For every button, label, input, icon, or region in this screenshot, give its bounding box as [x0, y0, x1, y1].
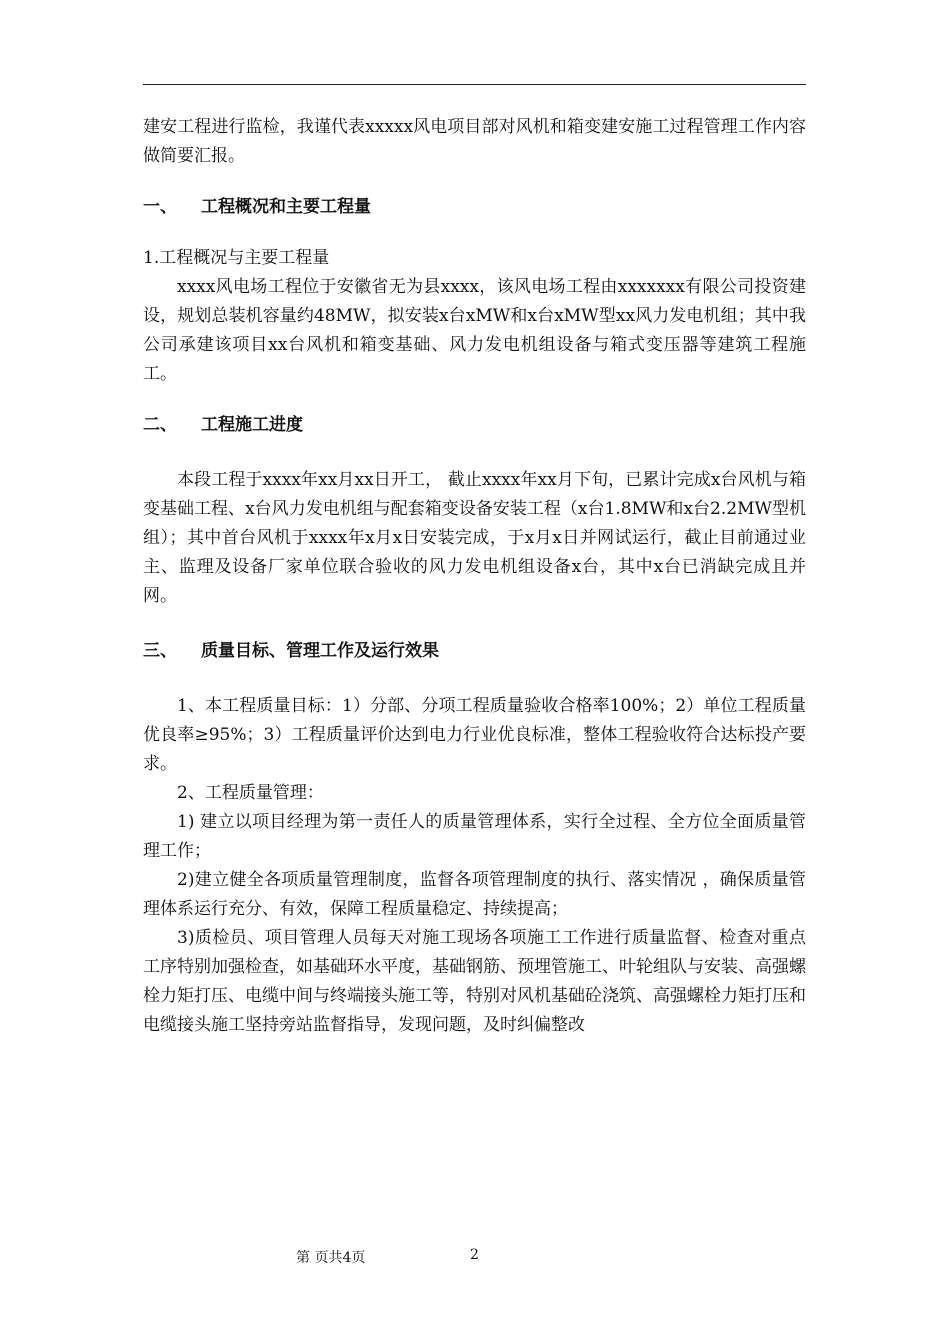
quality-management-item-2: 2)建立健全各项质量管理制度，监督各项管理制度的执行、落实情况 ，确保质量管理体系运行充分、有效，保障工程质量稳定、持续提高；	[143, 870, 806, 919]
quality-management-heading: 2、工程质量管理：	[177, 783, 324, 803]
section-1-title: 工程概况和主要工程量	[201, 197, 371, 217]
page-footer	[0, 1247, 950, 1267]
page-number: 2	[470, 1247, 479, 1263]
section-1-number: 一、	[143, 197, 177, 217]
quality-management-item-1: 1) 建立以项目经理为第一责任人的质量管理体系，实行全过程、全方位全面质量管理工作；	[143, 812, 806, 861]
page-label: 第 页共4页	[296, 1250, 366, 1266]
quality-target-paragraph: 1、本工程质量目标：1）分部、分项工程质量验收合格率100%；2）单位工程质量优良率≥95%；3）工程质量评价达到电力行业优良标准，整体工程验收符合达标投产要求。	[143, 696, 806, 774]
subsection-1-title: 1.工程概况与主要工程量	[143, 248, 330, 268]
section-2-body: 本段工程于xxxx年xx月xx日开工， 截止xxxx年xx月下旬，已累计完成x台风机与箱变基础工程、x台风力发电机组与配套箱变设备安装工程（x台1.8MW和x台2.2MW型机组）；其中首台风机于xxxx年x月x日安装完成，于x月x日并网试运行，截止目前通过业主、监理及设备厂家单位联合验收的风力发电机组设备x台，其中x台已消缺完成且并网。	[143, 470, 806, 606]
header-rule	[143, 84, 806, 85]
intro-paragraph: 建安工程进行监检，我谨代表xxxxx风电项目部对风机和箱变建安施工过程管理工作内容做简要汇报。	[143, 117, 806, 166]
section-2-number: 二、	[143, 415, 177, 435]
document-body	[143, 113, 806, 1040]
subsection-1-body: xxxx风电场工程位于安徽省无为县xxxx，该风电场工程由xxxxxxx有限公司投资建设，规划总装机容量约48MW，拟安装x台xMW和x台xMW型xx风力发电机组；其中我公司承建该项目xx台风机和箱变基础、风力发电机组设备与箱式变压器等建筑工程施工。	[143, 277, 806, 384]
section-2-title: 工程施工进度	[201, 415, 303, 435]
section-3-title: 质量目标、管理工作及运行效果	[201, 641, 439, 661]
section-2-heading	[143, 411, 806, 440]
section-3-heading	[143, 637, 806, 666]
section-1-heading	[143, 193, 806, 222]
section-3-number: 三、	[143, 641, 177, 661]
quality-management-item-3: 3)质检员、项目管理人员每天对施工现场各项施工工作进行质量监督、检查对重点工序特别加强检查，如基础环水平度，基础钢筋、预埋管施工、叶轮组队与安装、高强螺栓力矩打压、电缆中间与终端接头施工等，特别对风机基础砼浇筑、高强螺栓力矩打压和电缆接头施工坚持旁站监督指导，发现问题，及时纠偏整改	[143, 928, 806, 1035]
